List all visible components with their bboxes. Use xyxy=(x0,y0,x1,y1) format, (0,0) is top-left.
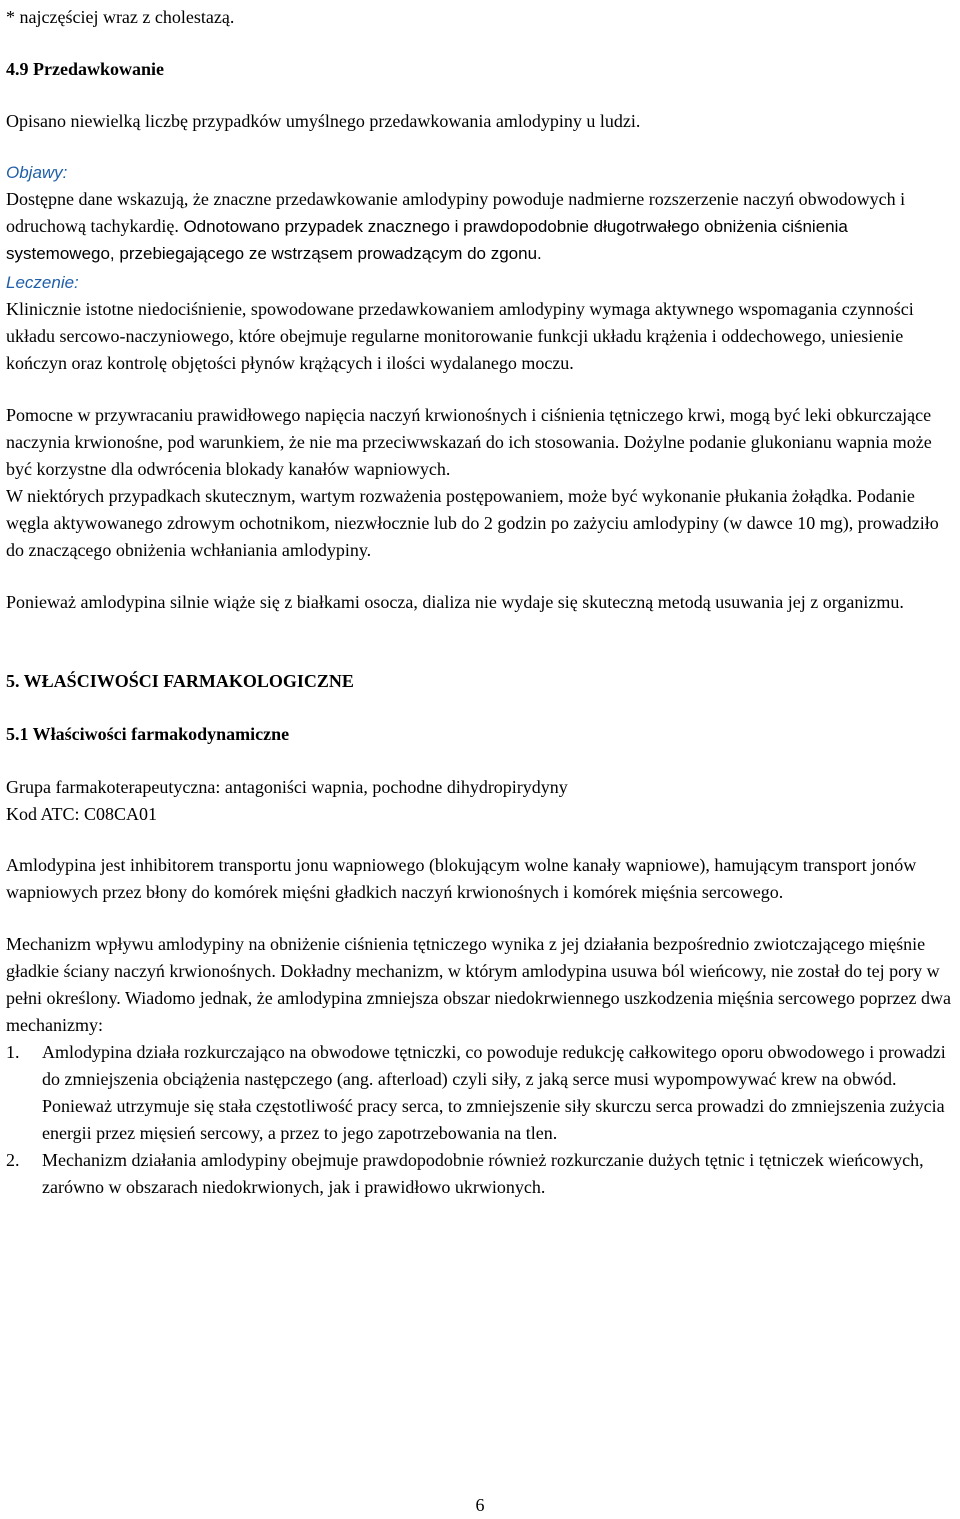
document-page xyxy=(6,0,958,1201)
pharmacodynamics-paragraph-2: Mechanizm wpływu amlodypiny na obniżenie ciśnienia tętniczego wynika z jej działania bezpośrednio zwiotczającego mięśnie gładkie ściany naczyń krwionośnych. Dokładny mechanizm, w którym amlodypina usuwa ból wieńcowy, nie został do tej pory w pełni określony. Wiadomo jednak, że amlodypina zmniejsza obszar niedokrwiennego uszkodzenia mięśnia sercowego poprzez dwa mechanizmy: xyxy=(6,934,951,1035)
overdose-paragraph-2b: W niektórych przypadkach skutecznym, wartym rozważenia postępowaniem, może być wykonanie płukania żołądka. Podanie węgla aktywowanego zdrowym ochotnikom, niezwłocznie lub do 2 godzin po zażyciu amlodypiny (w dawce 10 mg), prowadziło do znaczącego obniżenia wchłaniania amlodypiny. xyxy=(6,486,939,560)
pharmacotherapeutic-block xyxy=(6,774,958,828)
section-5-heading: 5. WŁAŚCIWOŚCI FARMAKOLOGICZNE xyxy=(6,671,354,691)
treatment-paragraph: Klinicznie istotne niedociśnienie, spowodowane przedawkowaniem amlodypiny wymaga aktywnego wspomagania czynności układu sercowo-naczyniowego, które obejmuje regularne monitorowanie funkcji układu krążenia i oddechowego, uniesienie kończyn oraz kontrolę objętości płynów krążących i ilości wydalanego moczu. xyxy=(6,299,914,373)
treatment-label: Leczenie: xyxy=(6,273,79,292)
overdose-paragraph-3: Ponieważ amlodypina silnie wiąże się z białkami osocza, dializa nie wydaje się skuteczną metodą usuwania jej z organizmu. xyxy=(6,592,904,612)
symptoms-text-a: Dostępne dane wskazują, że znaczne przedawkowanie amlodypiny powoduje nadmierne rozszerzenie naczyń obwodowych i odruchową tachykardię. xyxy=(6,189,906,236)
treatment-block xyxy=(6,269,958,377)
section-4-9-heading: 4.9 Przedawkowanie xyxy=(6,59,164,79)
overdose-paragraph-2a: Pomocne w przywracaniu prawidłowego napięcia naczyń krwionośnych i ciśnienia tętniczego krwi, mogą być leki obkurczające naczynia krwionośne, pod warunkiem, że nie ma przeciwwskazań do ich stosowania. Dożylne podanie glukonianu wapnia może być korzystne dla odwrócenia blokady kanałów wapniowych. xyxy=(6,405,932,479)
atc-code: Kod ATC: C08CA01 xyxy=(6,804,158,824)
pharmacotherapeutic-group: Grupa farmakoterapeutyczna: antagoniści wapnia, pochodne dihydropirydyny xyxy=(6,777,568,797)
overdose-intro: Opisano niewielką liczbę przypadków umyślnego przedawkowania amlodypiny u ludzi. xyxy=(6,111,641,131)
symptoms-block xyxy=(6,159,958,267)
section-5-1-heading: 5.1 Właściwości farmakodynamiczne xyxy=(6,724,290,744)
list-item-number: 1. xyxy=(6,1042,20,1062)
symptoms-paragraph xyxy=(6,186,958,267)
symptoms-label: Objawy: xyxy=(6,163,68,182)
list-item-text: Mechanizm działania amlodypiny obejmuje prawdopodobnie również rozkurczanie dużych tętnic i tętniczek wieńcowych, zarówno w obszarach niedokrwionych, jak i prawidłowo ukrwionych. xyxy=(42,1150,924,1197)
list-item xyxy=(6,1039,958,1147)
mechanisms-list xyxy=(6,1039,958,1201)
list-item xyxy=(6,1147,958,1201)
overdose-paragraph-2 xyxy=(6,402,958,564)
list-item-text: Amlodypina działa rozkurczająco na obwodowe tętniczki, co powoduje redukcję całkowitego oporu obwodowego i prowadzi do zmniejszenia obciążenia następczego (ang. afterload) czyli siły, z jaką serce musi wypompowywać krew na obwód. Ponieważ utrzymuje się stała częstotliwość pracy serca, to zmniejszenie siły skurczu serca prowadzi do zmniejszenia zużycia energii przez mięsień sercowy, a przez to jego zapotrzebowania na tlen. xyxy=(42,1042,946,1143)
page-number: 6 xyxy=(475,1495,485,1515)
pharmacodynamics-paragraph-1: Amlodypina jest inhibitorem transportu jonu wapniowego (blokującym wolne kanały wapniowe), hamującym transport jonów wapniowych przez błony do komórek mięśni gładkich naczyń krwionośnych i komórek mięśnia sercowego. xyxy=(6,855,917,902)
top-fragment: * najczęściej wraz z cholestazą. xyxy=(6,7,235,27)
symptoms-text-b: Odnotowano przypadek znacznego i prawdopodobnie długotrwałego obniżenia ciśnienia systemowego, przebiegającego ze wstrząsem prowadzącym do zgonu. xyxy=(6,217,848,263)
list-item-number: 2. xyxy=(6,1150,20,1170)
